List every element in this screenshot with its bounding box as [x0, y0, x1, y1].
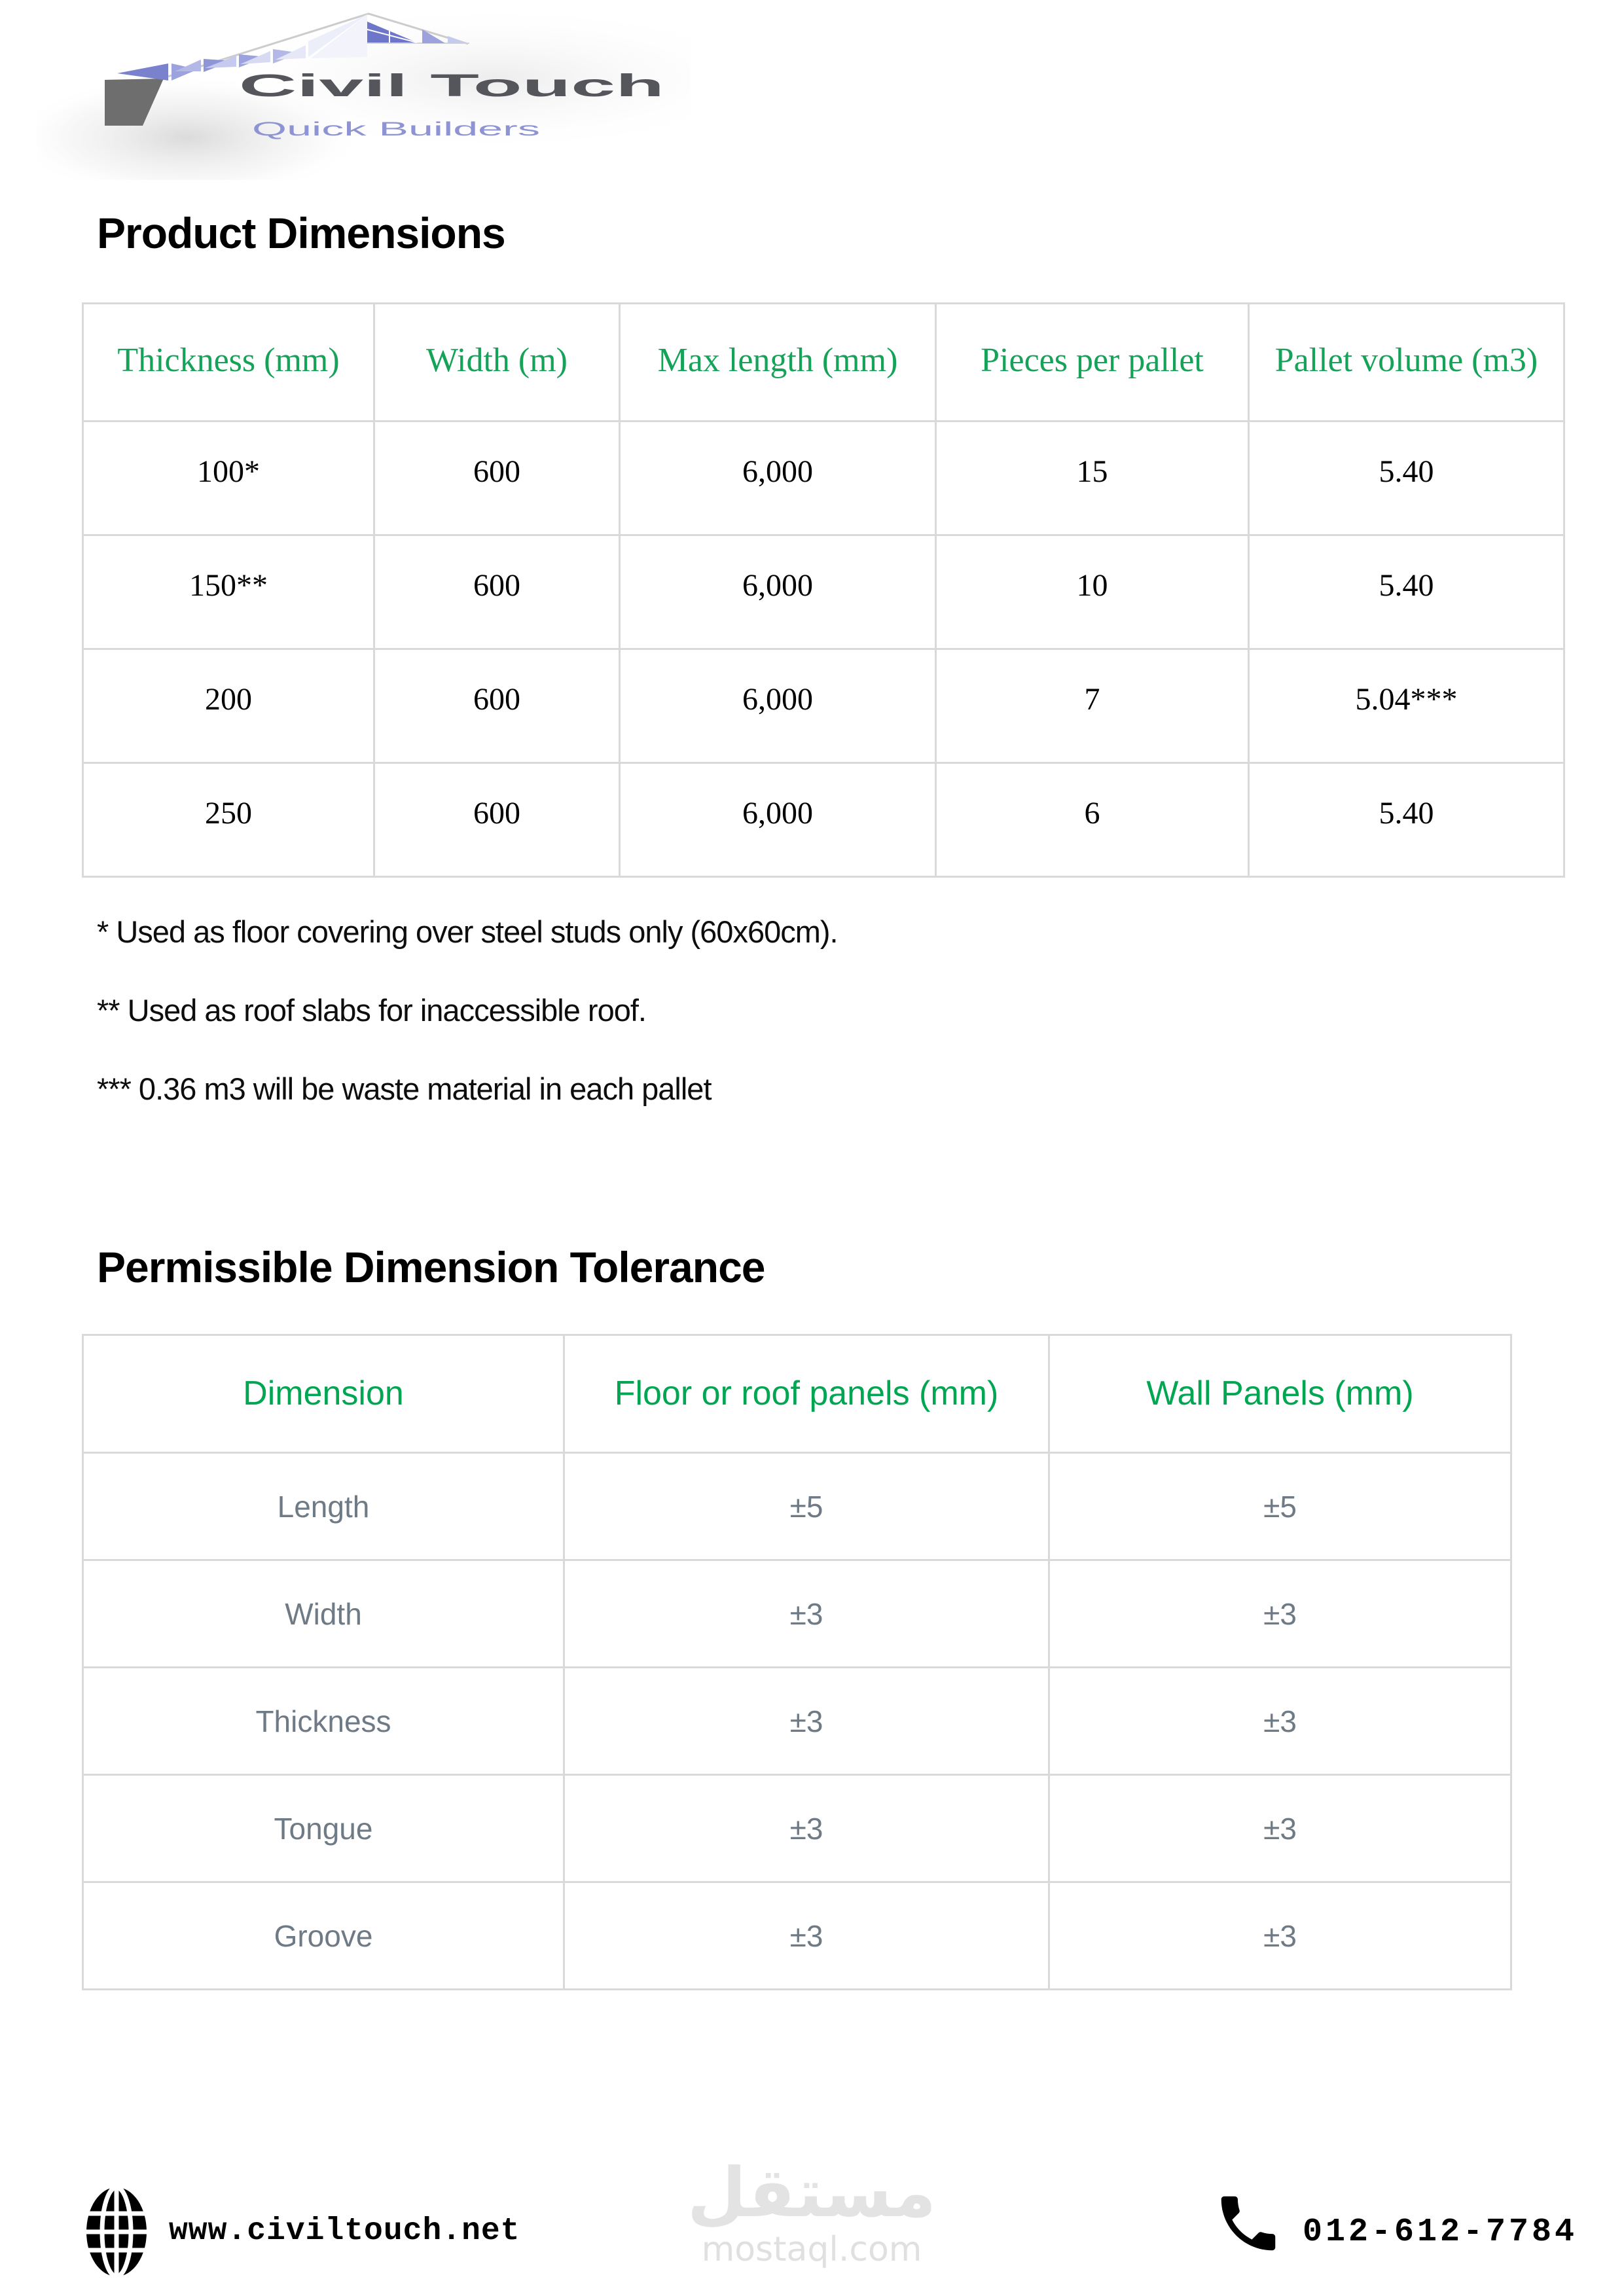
- table-cell: ±3: [1049, 1560, 1511, 1668]
- table-cell: 600: [374, 649, 620, 763]
- table-row: [83, 535, 1564, 649]
- table-cell: 600: [374, 763, 620, 877]
- table-cell: Thickness: [83, 1668, 564, 1775]
- table-cell: ±3: [564, 1668, 1049, 1775]
- table-row: [83, 1668, 1511, 1775]
- table-cell: 150**: [83, 535, 374, 649]
- watermark-arabic-text: مستقل: [687, 2153, 937, 2233]
- col-header-pieces: Pieces per pallet: [936, 304, 1249, 422]
- tolerance-table: [82, 1334, 1512, 1990]
- table-cell: 5.40: [1249, 763, 1564, 877]
- table-cell: 6,000: [620, 422, 936, 535]
- watermark: [681, 2153, 943, 2270]
- table-cell: Tongue: [83, 1775, 564, 1882]
- logo-title: Civil Touch: [239, 69, 664, 103]
- website-text: www.civiltouch.net: [169, 2214, 520, 2249]
- col-header-wall-panels: Wall Panels (mm): [1049, 1335, 1511, 1453]
- footnote: ** Used as roof slabs for inaccessible roof.: [97, 993, 646, 1028]
- table-row: [83, 1560, 1511, 1668]
- tolerance-heading: Permissible Dimension Tolerance: [97, 1243, 765, 1291]
- table-cell: ±3: [564, 1882, 1049, 1990]
- table-cell: ±3: [564, 1560, 1049, 1668]
- table-cell: ±5: [564, 1453, 1049, 1560]
- table-header-row: [83, 304, 1564, 422]
- footnote: *** 0.36 m3 will be waste material in each pallet: [97, 1071, 712, 1106]
- table-row: [83, 649, 1564, 763]
- table-cell: ±3: [564, 1775, 1049, 1882]
- table-cell: 6: [936, 763, 1249, 877]
- table-cell: 200: [83, 649, 374, 763]
- col-header-dimension: Dimension: [83, 1335, 564, 1453]
- table-cell: ±5: [1049, 1453, 1511, 1560]
- table-header-row: [83, 1335, 1511, 1453]
- table-cell: 6,000: [620, 763, 936, 877]
- watermark-domain-text: mostaql.com: [701, 2230, 922, 2270]
- table-cell: Length: [83, 1453, 564, 1560]
- table-cell: 600: [374, 535, 620, 649]
- table-cell: 6,000: [620, 535, 936, 649]
- table-row: [83, 422, 1564, 535]
- product-dimensions-heading: Product Dimensions: [97, 209, 505, 257]
- col-header-width: Width (m): [374, 304, 620, 422]
- table-cell: 250: [83, 763, 374, 877]
- globe-icon: [84, 2185, 149, 2280]
- table-row: [83, 1882, 1511, 1990]
- table-cell: Groove: [83, 1882, 564, 1990]
- phone-number: 012-612-7784: [1303, 2214, 1578, 2251]
- table-cell: 6,000: [620, 649, 936, 763]
- table-cell: 5.40: [1249, 535, 1564, 649]
- table-cell: 10: [936, 535, 1249, 649]
- table-cell: ±3: [1049, 1668, 1511, 1775]
- col-header-floor-roof-panels: Floor or roof panels (mm): [564, 1335, 1049, 1453]
- table-cell: 5.40: [1249, 422, 1564, 535]
- table-cell: ±3: [1049, 1882, 1511, 1990]
- footnote: * Used as floor covering over steel studs only (60x60cm).: [97, 914, 838, 949]
- table-cell: Width: [83, 1560, 564, 1668]
- product-dimensions-table: [82, 302, 1565, 878]
- table-cell: 5.04***: [1249, 649, 1564, 763]
- table-cell: 600: [374, 422, 620, 535]
- phone-icon: [1212, 2187, 1284, 2259]
- logo-subtitle: Quick Builders: [252, 118, 540, 140]
- table-row: [83, 1453, 1511, 1560]
- civil-touch-logo: [36, 3, 691, 180]
- table-cell: 100*: [83, 422, 374, 535]
- table-cell: ±3: [1049, 1775, 1511, 1882]
- table-row: [83, 763, 1564, 877]
- col-header-max-length: Max length (mm): [620, 304, 936, 422]
- col-header-pallet-volume: Pallet volume (m3): [1249, 304, 1564, 422]
- table-row: [83, 1775, 1511, 1882]
- table-cell: 15: [936, 422, 1249, 535]
- col-header-thickness: Thickness (mm): [83, 304, 374, 422]
- table-cell: 7: [936, 649, 1249, 763]
